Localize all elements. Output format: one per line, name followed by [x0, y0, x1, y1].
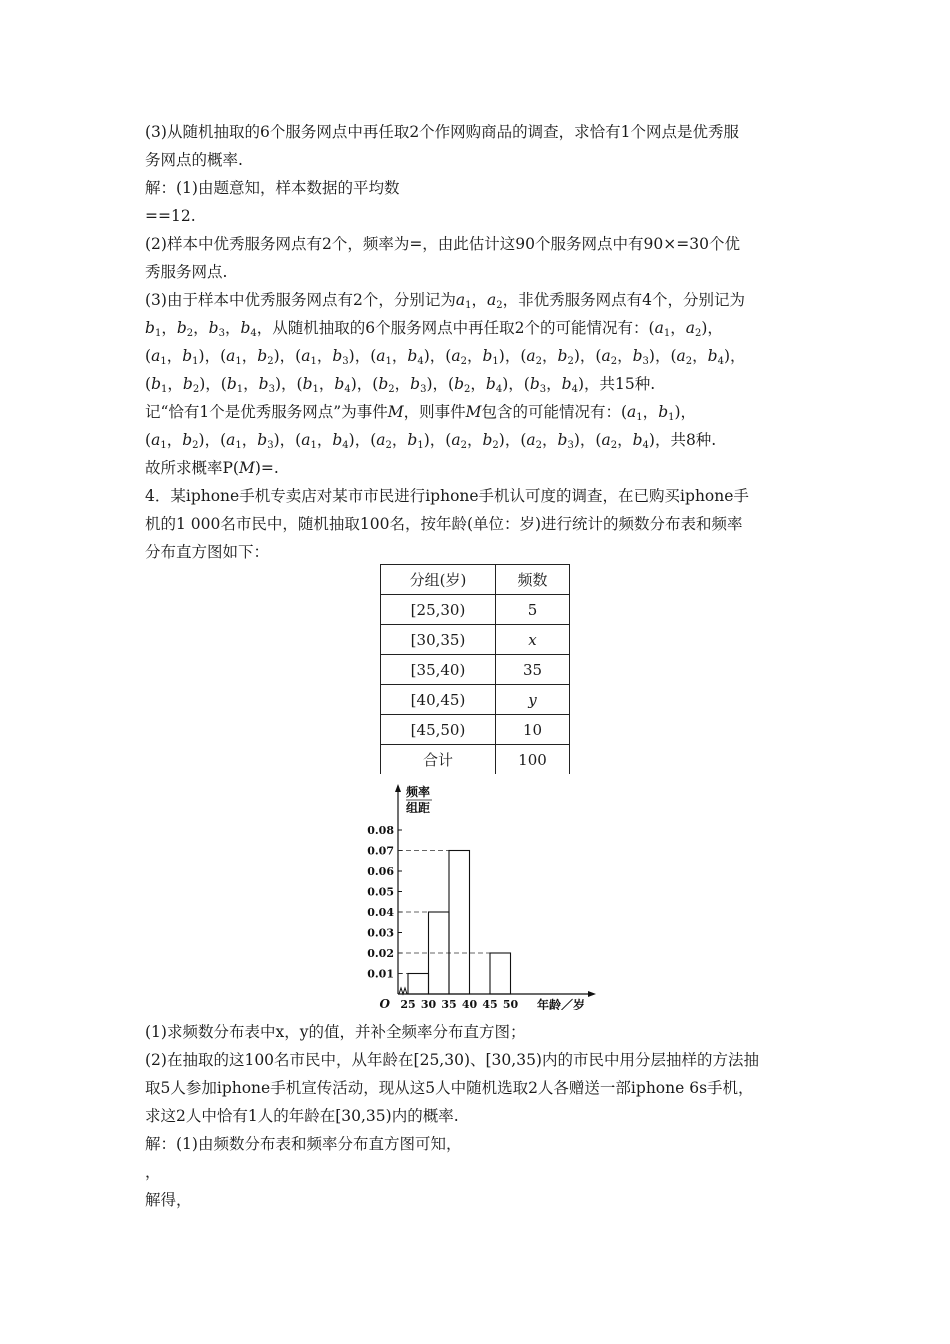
table-row: [381, 685, 570, 715]
text-line-13: 故所求概率P(M)=.: [145, 459, 279, 477]
x-tick-label: 40: [461, 998, 478, 1010]
axis-break: [399, 988, 407, 994]
table-cell: 合计: [381, 745, 496, 775]
table-row: [381, 625, 570, 655]
table-cell: [30,35): [381, 625, 496, 655]
text-line-8: $b_1$，$b_2$，$b_3$，$b_4$，从随机抽取的6个服务网点中再任取2个的可能情况有：($a_1$，$a_2$)，: [145, 319, 723, 339]
table-cell: x: [496, 625, 570, 655]
histogram-chart: [350, 782, 600, 1010]
table-cell: 35: [496, 655, 570, 685]
text-line-11: 记“恰有1个是优秀服务网点”为事件M，则事件M包含的可能情况有：($a_1$，$b_1$)，: [145, 403, 697, 423]
y-tick-label: 0.03: [367, 926, 394, 940]
table-cell: 5: [496, 595, 570, 625]
text-line-5: (2)样本中优秀服务网点有2个，频率为=，由此估计这90个服务网点中有90×=30个优: [145, 235, 740, 253]
table-row: [381, 715, 570, 745]
text-line-20: 求这2人中恰有1人的年龄在[30,35)内的概率.: [145, 1107, 459, 1125]
text-line-17: (1)求频数分布表中x，y的值，并补全频率分布直方图；: [145, 1023, 526, 1041]
table-cell: 10: [496, 715, 570, 745]
frequency-table: [380, 564, 570, 774]
table-cell: y: [496, 685, 570, 715]
text-line-3: 解：(1)由题意知，样本数据的平均数: [145, 179, 400, 197]
table-cell: [35,40): [381, 655, 496, 685]
y-tick-label: 0.01: [367, 967, 394, 981]
text-line-23: 解得，: [145, 1191, 192, 1209]
table-cell: [40,45): [381, 685, 496, 715]
y-axis-arrow: [395, 784, 401, 792]
y-tick-label: 0.02: [367, 947, 394, 960]
table-cell: [25,30): [381, 595, 496, 625]
x-axis-arrow: [588, 991, 596, 997]
table-row: [381, 745, 570, 775]
x-tick-label: 25: [400, 998, 416, 1010]
text-line-12: ($a_1$，$b_2$)，($a_1$，$b_3$)，($a_1$，$b_4$)，($a_2$，$b_1$)，($a_2$，$b_2$)，($a_2$，$b_3$)，($a_2$，$b_4$)，共8种.: [145, 431, 717, 451]
y-tick-label: 0.08: [367, 824, 394, 837]
table-header-row: [381, 565, 570, 595]
y-tick-label: 0.05: [367, 885, 394, 899]
x-tick-label: 45: [482, 998, 498, 1010]
text-line-1: (3)从随机抽取的6个服务网点中再任取2个作网购商品的调查，求恰有1个网点是优秀服: [145, 123, 740, 141]
y-axis-label-top: 频率: [406, 785, 431, 799]
text-line-14: 4．某iphone手机专卖店对某市市民进行iphone手机认可度的调查，在已购买iphone手: [145, 487, 749, 505]
text-line-21: 解：(1)由频数分布表和频率分布直方图可知，: [145, 1135, 462, 1153]
text-line-19: 取5人参加iphone手机宣传活动，现从这5人中随机选取2人各赠送一部iphone 6s手机，: [145, 1079, 754, 1097]
y-tick-label: 0.04: [367, 906, 394, 919]
origin-label: O: [379, 997, 390, 1010]
text-line-10: ($b_1$，$b_2$)，($b_1$，$b_3$)，($b_1$，$b_4$)，($b_2$，$b_3$)，($b_2$，$b_4$)，($b_3$，$b_4$)，共15种.: [145, 375, 656, 395]
table-row: [381, 655, 570, 685]
text-line-6: 秀服务网点.: [145, 263, 228, 281]
text-line-7: (3)由于样本中优秀服务网点有2个，分别记为$a_1$，$a_2$，非优秀服务网点有4个，分别记为: [145, 291, 745, 311]
table-cell: 分组(岁): [381, 565, 496, 595]
text-line-9: ($a_1$，$b_1$)，($a_1$，$b_2$)，($a_1$，$b_3$)，($a_1$，$b_4$)，($a_2$，$b_1$)，($a_2$，$b_2$)，($a_2$，$b_3$)，($a_2$，$b_4$)，: [145, 347, 746, 367]
x-tick-label: 50: [502, 998, 519, 1010]
text-line-18: (2)在抽取的这100名市民中，从年龄在[25,30)、[30,35)内的市民中用分层抽样的方法抽: [145, 1051, 759, 1069]
x-tick-label: 35: [441, 998, 457, 1010]
text-line-2: 务网点的概率.: [145, 151, 243, 169]
histogram-bar: [449, 851, 470, 995]
y-tick-label: 0.06: [367, 865, 394, 878]
histogram-bar: [490, 953, 511, 994]
text-line-15: 机的1 000名市民中，随机抽取100名，按年龄(单位：岁)进行统计的频数分布表和频率: [145, 515, 743, 533]
x-tick-label: 30: [420, 998, 437, 1010]
y-axis-label-bottom: 组距: [406, 801, 431, 815]
text-line-22: ，: [145, 1163, 161, 1181]
x-axis-label: 年龄／岁: [537, 998, 586, 1010]
table-row: [381, 595, 570, 625]
y-tick-label: 0.07: [367, 844, 394, 858]
table-cell: 频数: [496, 565, 570, 595]
table-cell: [45,50): [381, 715, 496, 745]
text-line-4: ==12.: [145, 207, 196, 225]
table-cell: 100: [496, 745, 570, 775]
text-line-16: 分布直方图如下：: [145, 543, 270, 561]
histogram-bar: [408, 974, 429, 995]
